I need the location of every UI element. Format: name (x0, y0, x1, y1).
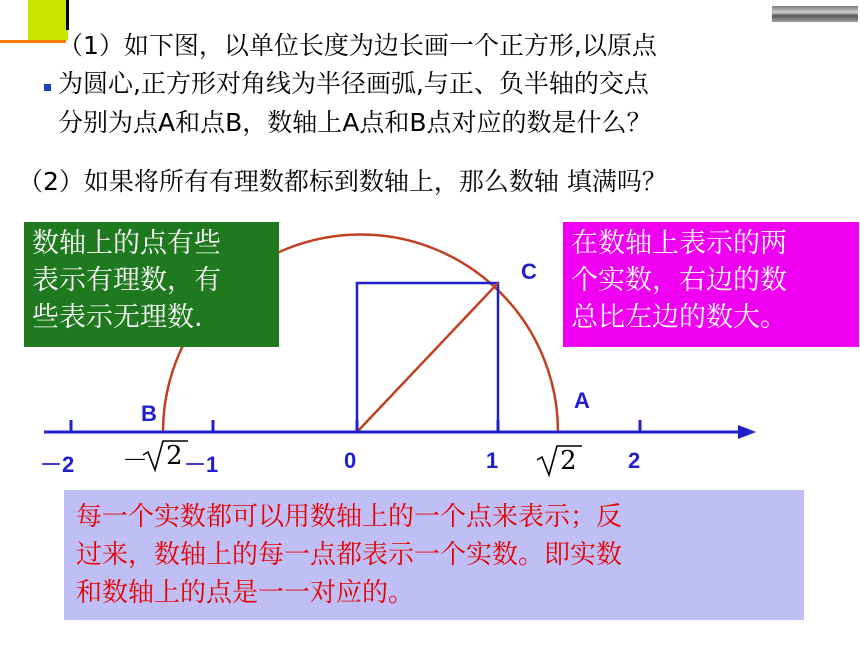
note-left-line2: 表示有理数，有 (32, 265, 221, 296)
note-right-line2: 个实数，右边的数 (571, 265, 787, 296)
axis-arrowhead (738, 425, 756, 439)
note-bottom-line3: 和数轴上的点是一一对应的。 (76, 578, 415, 608)
tick-label-neg2: －2 (40, 452, 75, 477)
question1-line2: 为圆心,正方形对角线为半径画弧,与正、负半轴的交点 (58, 69, 649, 98)
note-right-line3: 总比左边的数大。 (571, 302, 787, 333)
neg-sqrt2-sign: － (122, 446, 149, 476)
question1-line1: （1）如下图，以单位长度为边长画一个正方形,以原点 (58, 31, 657, 60)
point-b-label: B (141, 401, 157, 426)
note-right-line1: 在数轴上表示的两 (571, 228, 787, 259)
note-left-line1: 数轴上的点有些 (32, 228, 221, 259)
ordering-note (563, 222, 859, 347)
tick-label-2: 2 (628, 448, 641, 473)
sqrt2-radicand: 2 (560, 446, 577, 476)
tick-label-1: 1 (486, 448, 499, 473)
note-left-line3: 些表示无理数. (32, 302, 203, 333)
tick-label-0: 0 (344, 448, 357, 473)
rational-irrational-note (24, 222, 279, 347)
note-bottom-line1: 每一个实数都可以用数轴上的一个点来表示；反 (76, 502, 623, 532)
neg-sqrt2-radicand: 2 (166, 441, 183, 471)
question1-line3: 分别为点A和点B，数轴上A点和B点对应的数是什么？ (58, 108, 652, 137)
point-c-label: C (521, 259, 537, 284)
square-diagonal (357, 283, 498, 432)
point-a-label: A (574, 388, 590, 413)
correspondence-note (64, 490, 804, 620)
note-bottom-line2: 过来，数轴上的每一点都表示一个实数。即实数 (76, 540, 623, 570)
tick-label-neg1: －1 (184, 452, 219, 477)
question2: （2）如果将所有有理数都标到数轴上，那么数轴 填满吗？ (18, 167, 667, 196)
